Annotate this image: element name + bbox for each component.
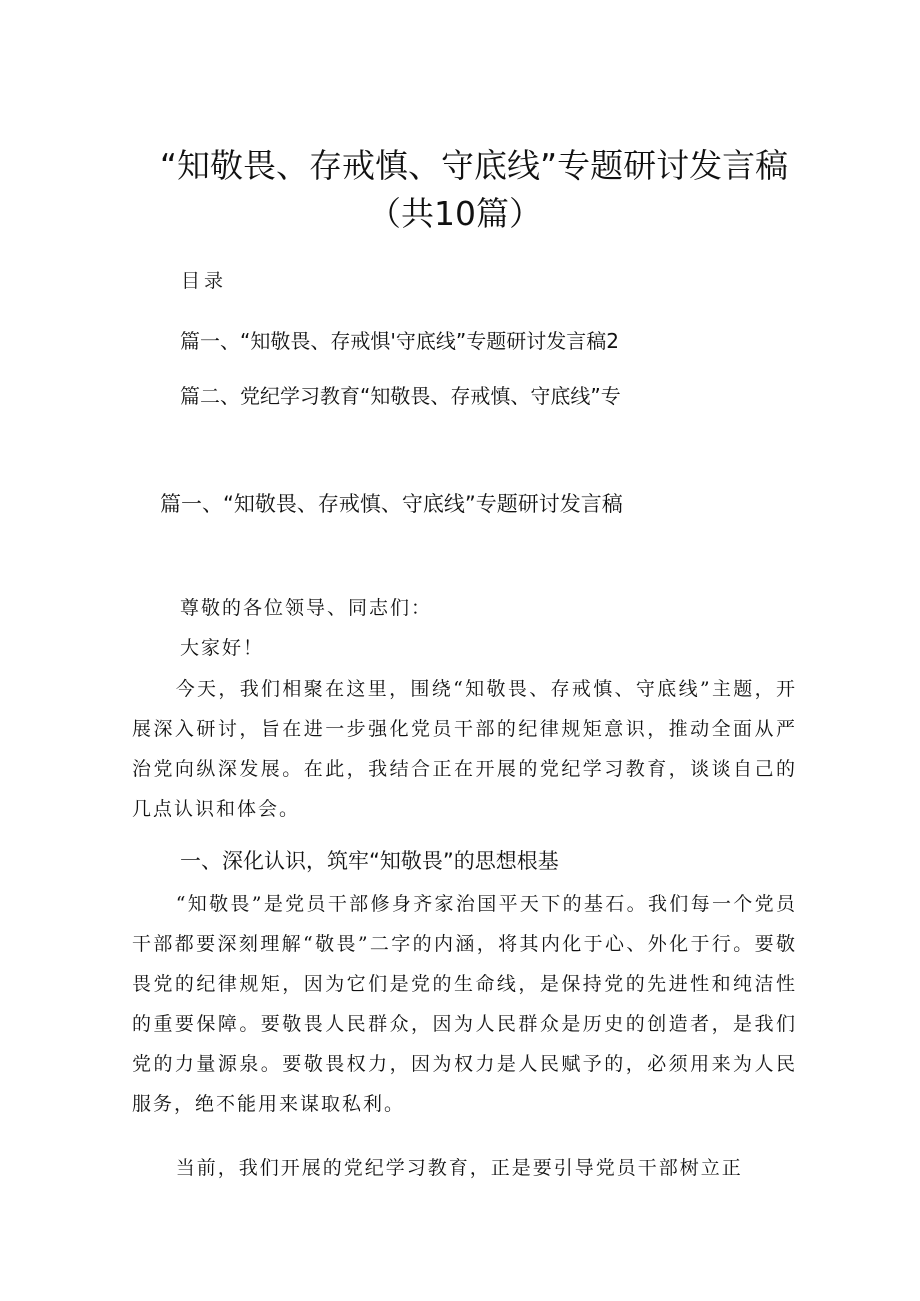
document-title-count: （共10篇） xyxy=(368,194,542,233)
document-title: “知敬畏、存戒慎、守底线”专题研讨发言稿 xyxy=(159,146,789,185)
greeting: 大家好！ xyxy=(180,637,265,659)
salutation: 尊敬的各位领导、同志们： xyxy=(180,597,433,619)
toc-item: 篇二、党纪学习教育“知敬畏、存戒慎、守底线”专 xyxy=(180,384,621,408)
section-heading: 篇一、“知敬畏、存戒慎、守底线”专题研讨发言稿 xyxy=(160,492,623,516)
body-paragraph: 今天，我们相聚在这里，围绕“知敬畏、存戒慎、守底线”主题，开展深入研讨，旨在进一步强化党员干部的纪律规矩意识，推动全面从严治党向纵深发展。在此，我结合正在开展的党纪学习教育，谈谈自己的几点认识和体会。 xyxy=(132,678,797,820)
toc-label: 目录 xyxy=(181,270,228,292)
subheading: 一、深化认识，筑牢“知敬畏”的思想根基 xyxy=(180,849,559,873)
body-paragraph: “知敬畏”是党员干部修身齐家治国平天下的基石。我们每一个党员干部都要深刻理解“敬畏”二字的内涵，将其内化于心、外化于行。要敬畏党的纪律规矩，因为它们是党的生命线，是保持党的先进性和纯洁性的重要保障。要敬畏人民群众，因为人民群众是历史的创造者，是我们党的力量源泉。要敬畏权力，因为权力是人民赋予的，必须用来为人民服务，绝不能用来谋取私利。 xyxy=(132,893,797,1115)
toc-item: 篇一、“知敬畏、存戒惧'守底线”专题研讨发言稿2 xyxy=(180,329,619,353)
body-paragraph: 当前，我们开展的党纪学习教育，正是要引导党员干部树立正 xyxy=(175,1157,743,1179)
